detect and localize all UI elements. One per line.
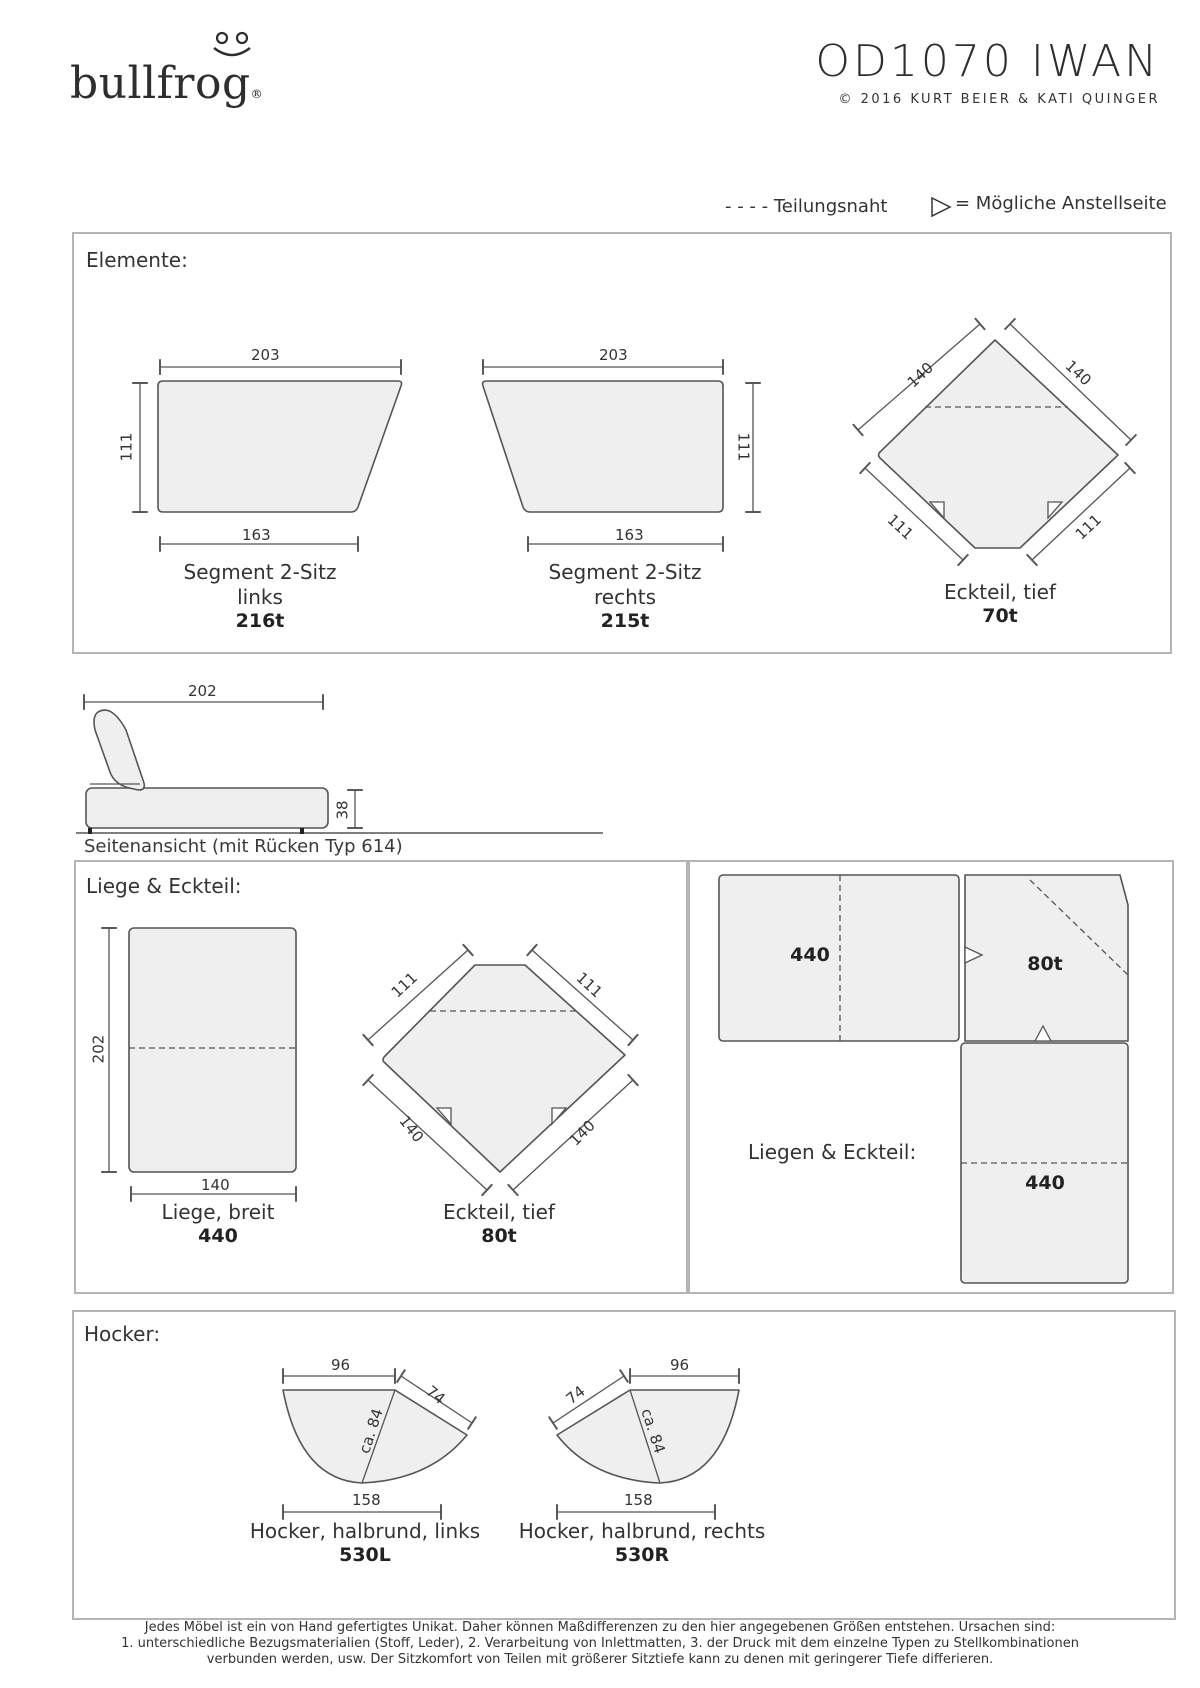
copyright: © 2016 KURT BEIER & KATI QUINGER	[838, 92, 1160, 107]
liege-title: Liege & Eckteil:	[86, 874, 242, 898]
combo-corner-code: 80t	[1027, 953, 1063, 975]
seg-left-top-dim: 203	[251, 346, 280, 364]
combo-title: Liegen & Eckteil:	[748, 1140, 917, 1164]
seg-left-name-1: Segment 2-Sitz	[183, 560, 337, 584]
corner-70t-code: 70t	[982, 605, 1018, 627]
seg-right-name-2: rechts	[593, 585, 657, 609]
hocker-right-name: Hocker, halbrund, rechts	[518, 1519, 766, 1543]
side-view-width-dim: 202	[188, 682, 217, 700]
seg-right-top-dim: 203	[599, 346, 628, 364]
registered-mark: ®	[250, 87, 264, 101]
seg-left-bottom-dim: 163	[242, 526, 271, 544]
segment-right-shape	[483, 381, 724, 512]
hocker-right-side-dim: 74	[562, 1382, 589, 1408]
side-view-label: Seitenansicht (mit Rücken Typ 614)	[84, 836, 403, 857]
corner-80t-code: 80t	[481, 1225, 517, 1247]
corner-80t-dim-ur: 111	[572, 968, 606, 1002]
side-view-height-dim: 38	[333, 800, 352, 820]
corner-70t-dim-ur: 140	[1061, 356, 1095, 390]
seg-left-code: 216t	[235, 610, 285, 632]
combo-top-code: 440	[790, 944, 830, 966]
corner-70t-dim-lr: 111	[1071, 510, 1105, 544]
footer-line-2: 1. unterschiedliche Bezugsmaterialien (Stoff, Leder), 2. Verarbeitung von Inlettmatten, 3. der Druck mit dem einzelne Typen zu Stellkombinationen	[121, 1636, 1079, 1651]
hocker-left-name: Hocker, halbrund, links	[249, 1519, 481, 1543]
seg-right-depth-dim: 111	[734, 432, 753, 462]
hocker-right-code: 530R	[614, 1544, 670, 1566]
corner-80t-name: Eckteil, tief	[443, 1200, 555, 1224]
liege-length-dim: 202	[89, 1034, 108, 1064]
combo-bottom-code: 440	[1025, 1172, 1065, 1194]
seg-right-bottom-dim: 163	[615, 526, 644, 544]
corner-70t-name: Eckteil, tief	[944, 580, 1056, 604]
hocker-left-code: 530L	[339, 1544, 391, 1566]
hocker-left-diag-dim: ca. 84	[355, 1406, 387, 1456]
brand-name: bullfrog	[70, 58, 251, 109]
liege-width-dim: 140	[201, 1176, 230, 1194]
liege-name: Liege, breit	[161, 1200, 275, 1224]
hocker-right-bottom-dim: 158	[624, 1491, 653, 1509]
seg-right-name-1: Segment 2-Sitz	[548, 560, 702, 584]
legend-seam: - - - - Teilungsnaht	[725, 196, 888, 217]
corner-70t-dim-ll: 111	[883, 510, 917, 544]
elements-title: Elemente:	[86, 248, 188, 272]
hocker-left-bottom-dim: 158	[352, 1491, 381, 1509]
corner-80t-dim-ll: 140	[395, 1112, 428, 1146]
liege-shape	[129, 928, 296, 1172]
seg-left-name-2: links	[237, 585, 283, 609]
seg-right-code: 215t	[600, 610, 650, 632]
seg-left-depth-dim: 111	[117, 432, 136, 462]
segment-left-shape	[158, 381, 402, 512]
side-view-back	[94, 710, 144, 790]
footer-disclaimer	[70, 1620, 1130, 1668]
footer-line-3: verbunden werden, usw. Der Sitzkomfort von Teilen mit größerer Sitztiefe kann zu denen mit geringerer Tiefe differieren.	[206, 1652, 994, 1667]
hocker-left-side-dim: 74	[422, 1382, 449, 1408]
footer-line-1: Jedes Möbel ist ein von Hand gefertigtes Unikat. Daher können Maßdifferenzen zu den hier angegebenen Größen entstehen. Ursachen sind:	[144, 1620, 1056, 1635]
hocker-title: Hocker:	[84, 1322, 161, 1346]
corner-70t-dim-ul: 140	[903, 358, 937, 392]
corner-80t-dim-lr: 140	[565, 1116, 599, 1150]
legend-side: = Mögliche Anstellseite	[955, 193, 1167, 214]
hocker-left-top-dim: 96	[331, 1356, 351, 1374]
corner-80t-dim-ul: 111	[387, 968, 421, 1002]
hocker-right-diag-dim: ca. 84	[637, 1406, 669, 1456]
liege-code: 440	[198, 1225, 238, 1247]
model-title: OD1070 IWAN	[815, 36, 1160, 87]
side-view-base	[86, 788, 328, 828]
hocker-right-top-dim: 96	[670, 1356, 690, 1374]
